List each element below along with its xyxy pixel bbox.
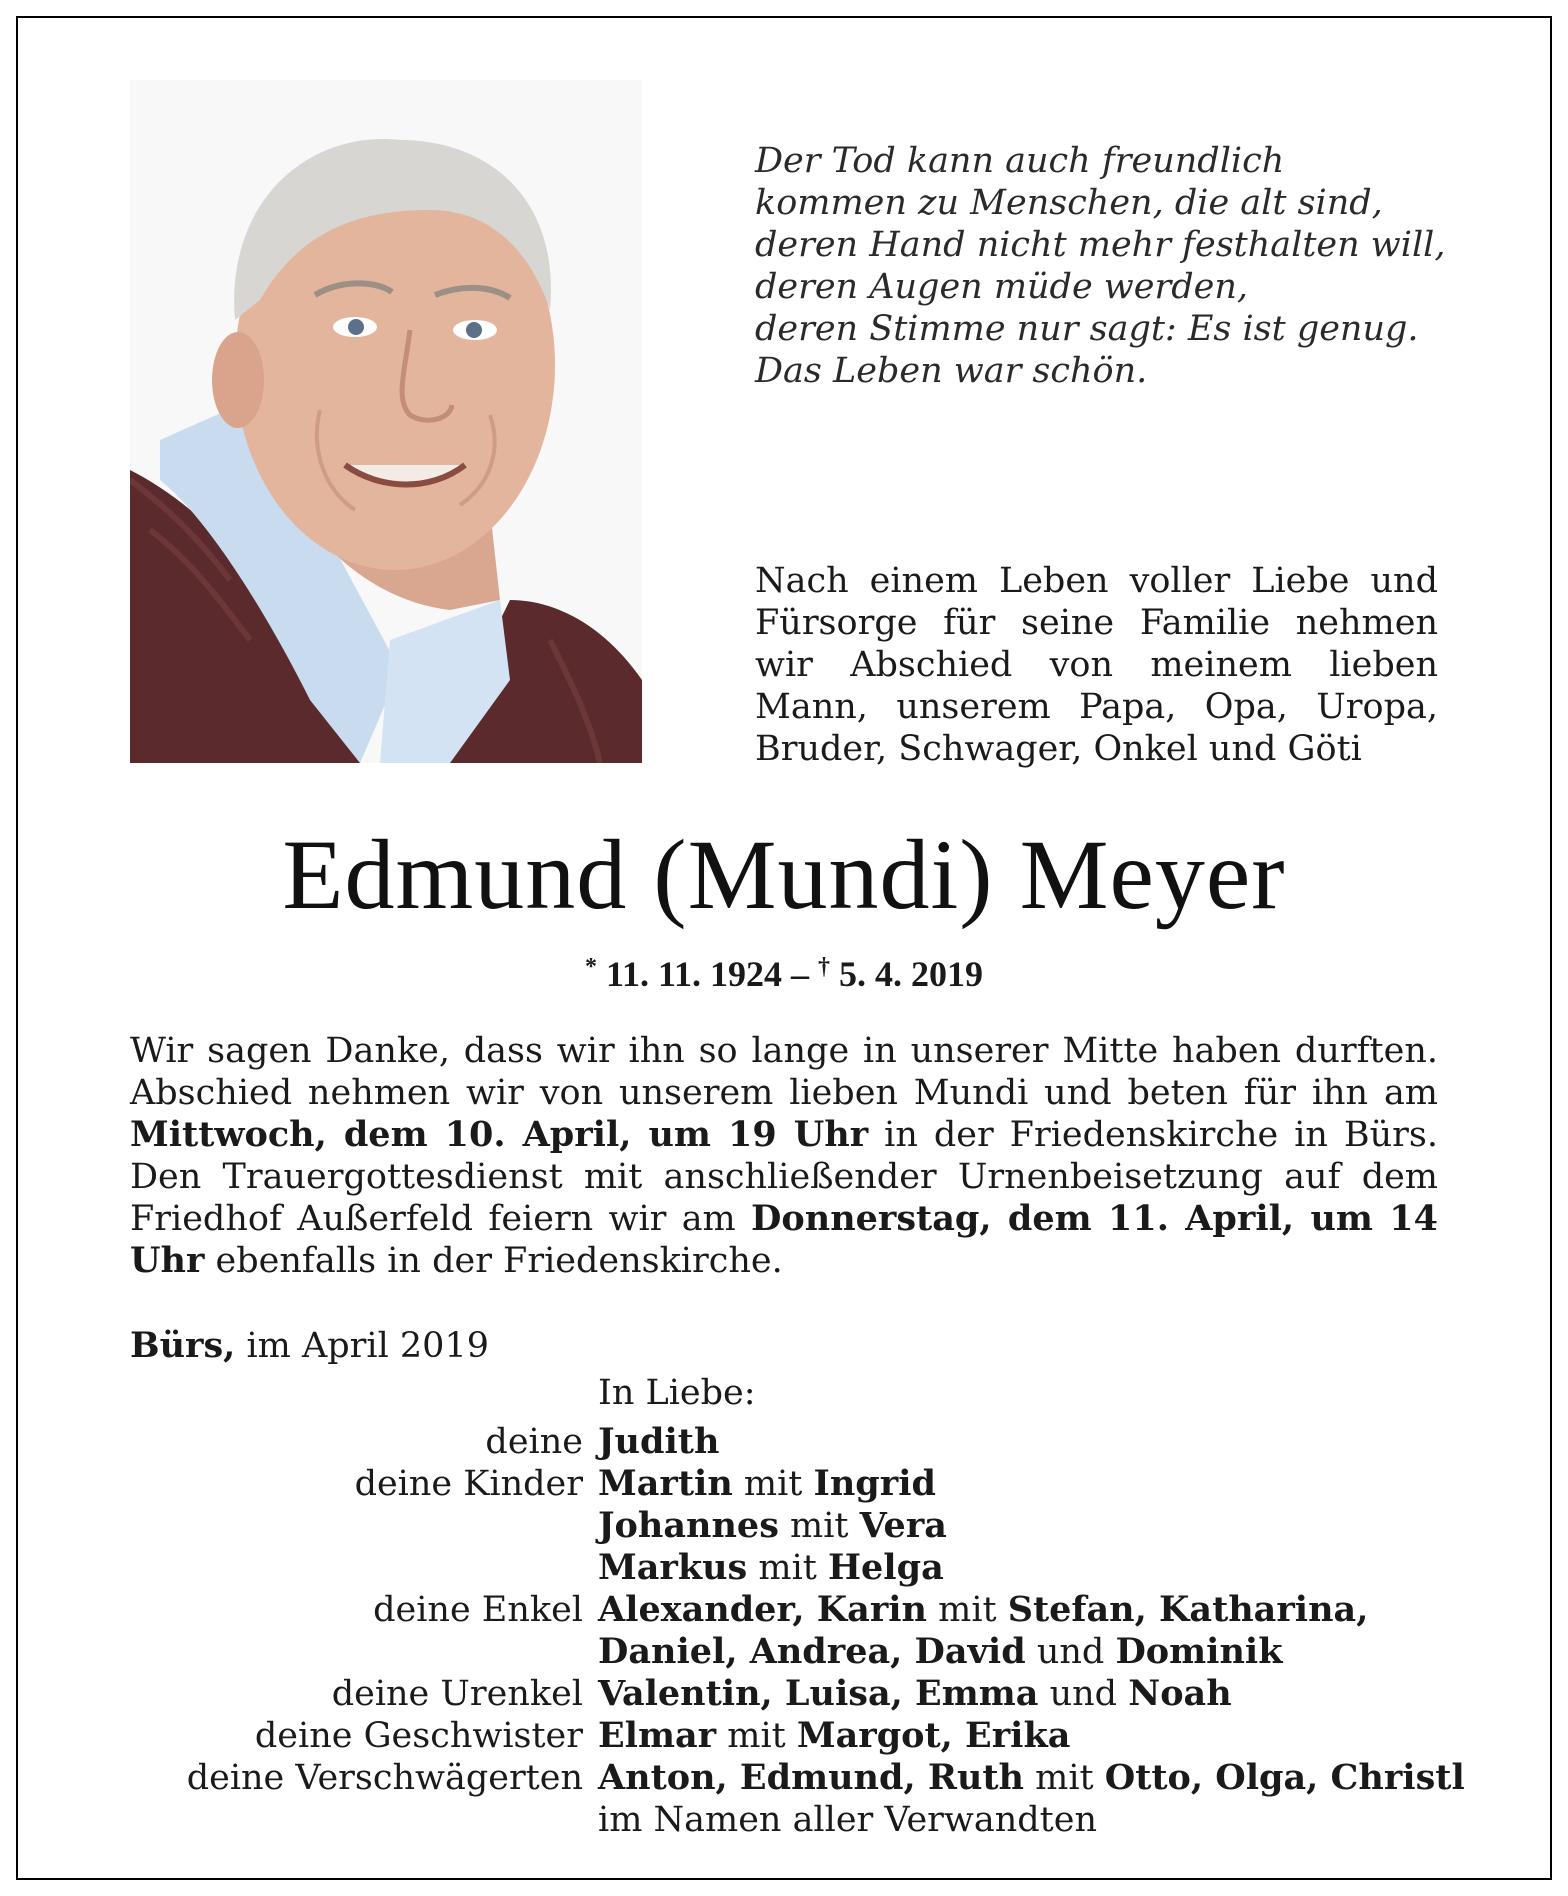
announcement-text: in der Friedenskirche in Bürs. Den Trauergottesdienst mit anschließender Urnenbeisetzung auf dem Friedhof Außerfeld feiern wir am bbox=[130, 1115, 1438, 1239]
relative-name: Johannes bbox=[598, 1505, 779, 1546]
relative-names bbox=[598, 1463, 936, 1505]
poem-line: deren Augen müde werden, bbox=[755, 267, 1248, 307]
poem-line: kommen zu Menschen, die alt sind, bbox=[755, 183, 1383, 223]
relative-names bbox=[598, 1547, 944, 1589]
relative-name: Valentin, Luisa, Emma bbox=[598, 1673, 1039, 1714]
relative-name: Ingrid bbox=[813, 1463, 936, 1504]
announcement-text: Wir sagen Danke, dass wir ihn so lange in unserer Mitte haben durften. Abschied nehmen wir von unserem lieben Mundi und beten für ihn am bbox=[130, 1031, 1438, 1113]
connector-text: mit bbox=[927, 1590, 1008, 1630]
death-symbol: † bbox=[818, 954, 831, 980]
relation-label: deine Urenkel bbox=[331, 1674, 583, 1714]
signoff: In Liebe: bbox=[598, 1373, 756, 1413]
birth-date: 11. 11. 1924 bbox=[605, 954, 783, 994]
poem-line: deren Stimme nur sagt: Es ist genug. bbox=[755, 309, 1419, 349]
family-row bbox=[0, 1757, 1568, 1799]
relative-name: Helga bbox=[827, 1547, 944, 1588]
connector-text: im Namen aller Verwandten bbox=[598, 1800, 1097, 1840]
family-row bbox=[0, 1505, 1568, 1547]
relative-name: Anton, Edmund, Ruth bbox=[598, 1757, 1024, 1798]
life-dates bbox=[0, 945, 1568, 996]
relative-name: Margot, Erika bbox=[796, 1715, 1071, 1756]
relative-name: Stefan, Katharina, bbox=[1007, 1589, 1369, 1630]
relative-name: Noah bbox=[1128, 1673, 1232, 1714]
family-row bbox=[0, 1715, 1568, 1757]
relative-name: Markus bbox=[598, 1547, 748, 1588]
connector-text: mit bbox=[1024, 1758, 1105, 1798]
relative-names bbox=[598, 1631, 1282, 1673]
relative-names bbox=[598, 1589, 1368, 1631]
place-date bbox=[130, 1325, 489, 1367]
relative-name: Martin bbox=[598, 1463, 733, 1504]
relative-names bbox=[598, 1421, 719, 1463]
service-announcement bbox=[130, 1030, 1438, 1282]
family-list bbox=[0, 1421, 1568, 1841]
relative-name: Alexander, Karin bbox=[598, 1589, 927, 1630]
relative-name: Dominik bbox=[1115, 1631, 1283, 1672]
relation-label: deine bbox=[485, 1422, 583, 1462]
family-row bbox=[0, 1589, 1568, 1631]
relative-name: Elmar bbox=[598, 1715, 717, 1756]
relative-name: Daniel, Andrea, David bbox=[598, 1631, 1026, 1672]
connector-text: mit bbox=[716, 1716, 797, 1756]
relative-name: Judith bbox=[598, 1421, 720, 1462]
poem-line: Das Leben war schön. bbox=[755, 351, 1148, 391]
relative-name: Otto, Olga, Christl bbox=[1104, 1757, 1465, 1798]
relative-names bbox=[598, 1505, 947, 1547]
poem-line: Der Tod kann auch freundlich bbox=[755, 141, 1285, 181]
connector-text: und bbox=[1038, 1674, 1129, 1714]
relative-names bbox=[598, 1673, 1232, 1715]
month-year: im April 2019 bbox=[235, 1326, 489, 1366]
poem bbox=[755, 140, 1445, 392]
relation-label: deine Geschwister bbox=[254, 1716, 583, 1756]
family-row bbox=[0, 1547, 1568, 1589]
family-row bbox=[0, 1631, 1568, 1673]
portrait-illustration bbox=[130, 80, 642, 763]
deceased-name: Edmund (Mundi) Meyer bbox=[282, 819, 1286, 930]
relative-name: Vera bbox=[859, 1505, 947, 1546]
poem-line: deren Hand nicht mehr festhalten will, bbox=[755, 225, 1446, 265]
intro-text: Nach einem Leben voller Liebe und Fürsorge für seine Familie nehmen wir Abschied von meinem lieben Mann, unserem Papa, Opa, Uropa, Bruder, Schwager, Onkel und Göti bbox=[755, 561, 1438, 769]
relation-label: deine Verschwägerten bbox=[186, 1758, 583, 1798]
relative-names bbox=[598, 1757, 1465, 1799]
death-date: 5. 4. 2019 bbox=[839, 954, 984, 994]
birth-symbol: * bbox=[584, 954, 597, 980]
funeral-service-date: Donnerstag, dem 11. April, um 14 Uhr bbox=[130, 1198, 1438, 1281]
date-separator: – bbox=[782, 954, 819, 994]
connector-text: mit bbox=[778, 1506, 860, 1546]
family-row bbox=[0, 1421, 1568, 1463]
announcement-text: ebenfalls in der Friedenskirche. bbox=[204, 1241, 783, 1281]
family-row bbox=[0, 1799, 1568, 1841]
memorial-prayer-date: Mittwoch, dem 10. April, um 19 Uhr bbox=[130, 1114, 869, 1155]
family-row bbox=[0, 1673, 1568, 1715]
relation-label: deine Enkel bbox=[373, 1590, 583, 1630]
relative-names bbox=[598, 1799, 1097, 1841]
connector-text: und bbox=[1025, 1632, 1116, 1672]
connector-text: mit bbox=[732, 1464, 814, 1504]
relation-label: deine Kinder bbox=[354, 1464, 583, 1504]
connector-text: mit bbox=[747, 1548, 828, 1588]
family-row bbox=[0, 1463, 1568, 1505]
portrait-photo bbox=[130, 80, 642, 763]
town: Bürs, bbox=[130, 1325, 236, 1366]
relative-names bbox=[598, 1715, 1070, 1757]
